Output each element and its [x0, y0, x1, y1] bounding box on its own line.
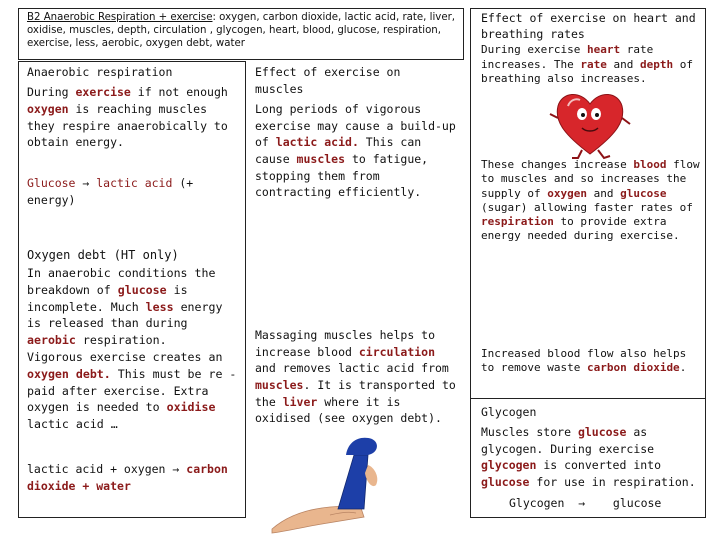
keyword-list: B2 Anaerobic Respiration + exercise: oxygen, carbon dioxide, lactic acid, rate, liver, oxidise, muscles, depth, circulation , glycogen, heart, blood, glucose, respiration, exercise, less, aerobic, oxygen debt, water: [27, 12, 456, 49]
heart-title: Effect of exercise on heart and breathing rates: [481, 11, 696, 41]
anaerobic-text: During exercise if not enough oxygen is reaching muscles they respire anaerobically to obtain energy.: [27, 85, 228, 150]
changes-text: These changes increase blood flow to muscles and so increases the supply of oxygen and glucose (sugar) allowing faster rates of respiration to provide extra energy needed during exercise.: [481, 158, 700, 243]
anaerobic-title: Anaerobic respiration: [27, 65, 173, 79]
worksheet-heading: B2 Anaerobic Respiration + exercise: [27, 12, 213, 23]
glycogen-equation: Glycogen → glucose: [509, 496, 662, 510]
massage-text: Massaging muscles helps to increase blood circulation and removes lactic acid from muscles. It is transported to the liver where it is oxidised (see oxygen debt).: [255, 328, 456, 426]
keyword-words: oxygen, carbon dioxide, lactic acid, rate, liver, oxidise, muscles, depth, circulation , glycogen, heart, blood, glucose, respiration, exercise, less, aerobic, oxygen debt, water: [27, 12, 456, 49]
oxygen-debt-title: Oxygen debt (HT only): [27, 248, 179, 262]
bloodflow-text: Increased blood flow also helps to remove waste carbon dioxide.: [481, 347, 687, 375]
oxygen-debt-text: In anaerobic conditions the breakdown of glucose is incomplete. Much less energy is released than during aerobic respiration. Vigorous exercise creates an oxygen debt. This must be re -paid after exercise. Extra oxygen is needed to oxidise lactic acid …: [27, 266, 237, 432]
effect-muscles-text: Long periods of vigorous exercise may cause a build-up of lactic acid. This can cause muscles to fatigue, stopping them from contracting efficiently.: [255, 102, 456, 200]
leg-massage-illustration: [268, 425, 394, 535]
glycogen-text: Muscles store glucose as glycogen. During exercise glycogen is converted into glucose for use in respiration.: [481, 425, 696, 490]
effect-muscles-title: Effect of exercise on muscles: [255, 65, 401, 96]
heart-text: During exercise heart rate increases. The rate and depth of breathing also increases.: [481, 43, 693, 86]
anaerobic-equation: Glucose → lactic acid (+ energy): [27, 176, 194, 207]
glycogen-title: Glycogen: [481, 405, 537, 419]
oxygen-debt-equation: lactic acid + oxygen → carbon dioxide + water: [27, 462, 228, 493]
running-heart-illustration: [548, 84, 632, 160]
